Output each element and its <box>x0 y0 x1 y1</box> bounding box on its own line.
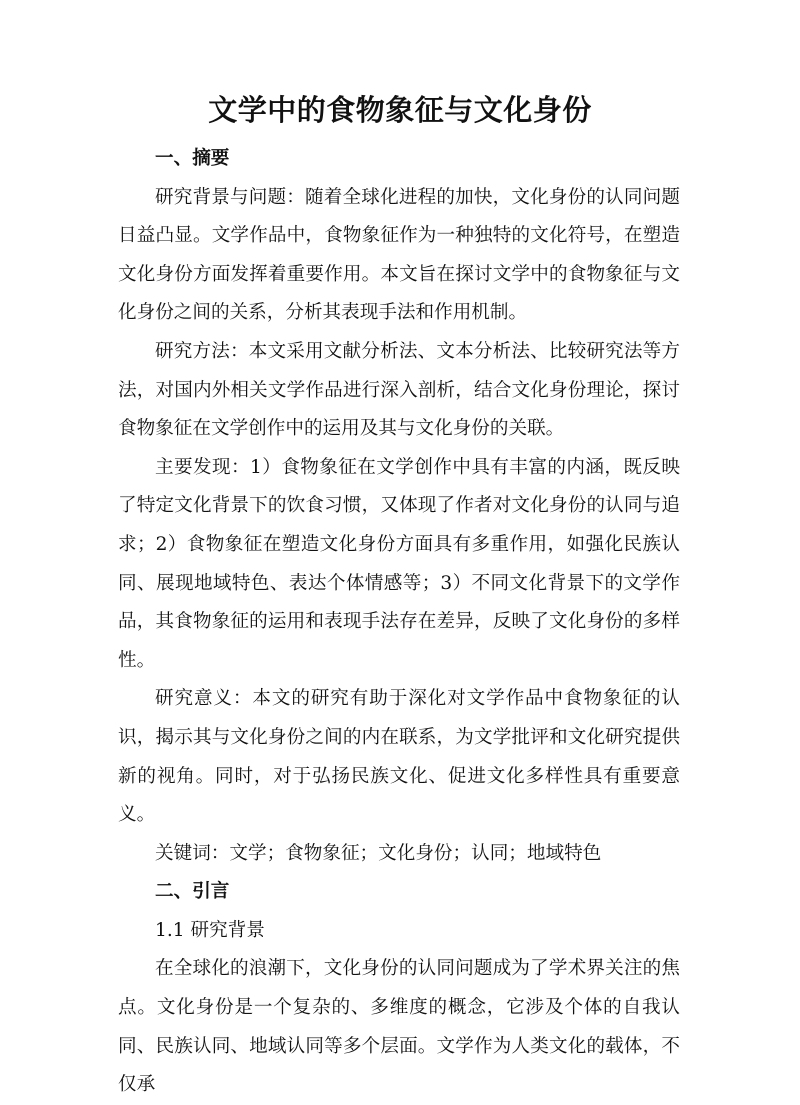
keywords-line: 关键词：文学；食物象征；文化身份；认同；地域特色 <box>155 842 602 864</box>
abstract-methods-paragraph: 研究方法：本文采用文献分析法、文本分析法、比较研究法等方法，对国内外相关文学作品进行深入剖析，结合文化身份理论，探讨食物象征在文学创作中的运用及其与文化身份的关联。 <box>118 340 680 440</box>
intro-paragraph: 在全球化的浪潮下，文化身份的认同问题成为了学术界关注的焦点。文化身份是一个复杂的、多维度的概念，它涉及个体的自我认同、民族认同、地域认同等多个层面。文学作为人类文化的载体，不仅承 <box>118 958 680 1096</box>
abstract-background-paragraph: 研究背景与问题：随着全球化进程的加快，文化身份的认同问题日益凸显。文学作品中，食物象征作为一种独特的文化符号，在塑造文化身份方面发挥着重要作用。本文旨在探讨文学中的食物象征与文化身份之间的关系，分析其表现手法和作用机制。 <box>118 186 680 324</box>
document-body <box>118 140 680 1105</box>
abstract-significance-paragraph: 研究意义：本文的研究有助于深化对文学作品中食物象征的认识，揭示其与文化身份之间的内在联系，为文学批评和文化研究提供新的视角。同时，对于弘扬民族文化、促进文化多样性具有重要意义。 <box>118 688 680 826</box>
section-heading-abstract: 一、摘要 <box>155 148 230 169</box>
abstract-findings-paragraph: 主要发现：1）食物象征在文学创作中具有丰富的内涵，既反映了特定文化背景下的饮食习惯，又体现了作者对文化身份的认同与追求；2）食物象征在塑造文化身份方面具有多重作用，如强化民族认同、展现地域特色、表达个体情感等；3）不同文化背景下的文学作品，其食物象征的运用和表现手法存在差异，反映了文化身份的多样性。 <box>118 456 680 671</box>
document-title: 文学中的食物象征与文化身份 <box>208 93 592 127</box>
subsection-heading-background: 1.1 研究背景 <box>155 919 265 941</box>
section-heading-intro: 二、引言 <box>155 881 230 903</box>
